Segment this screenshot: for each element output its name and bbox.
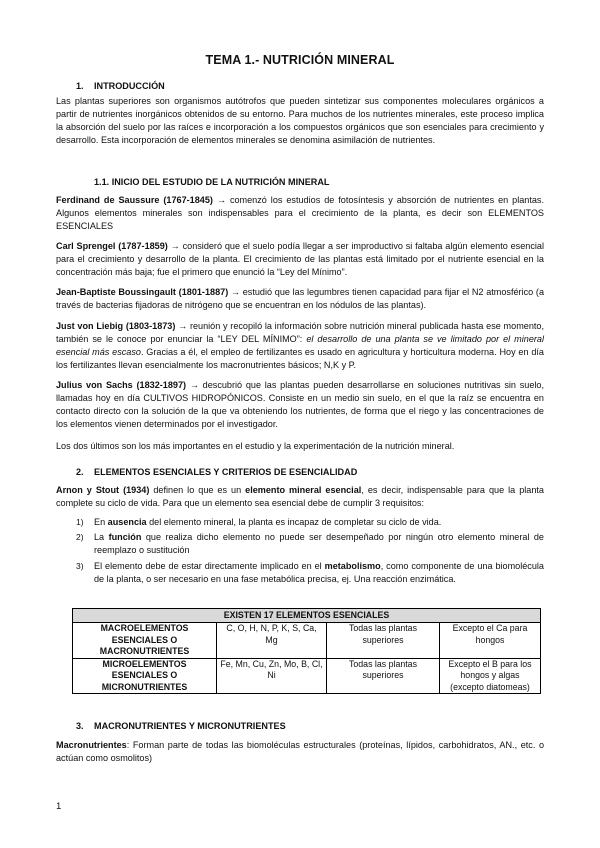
scientist-name: Jean-Baptiste Boussingault [56,287,176,297]
authors-year: (1934) [123,485,150,495]
scientist-years: (1787-1859) [118,241,168,251]
intro-paragraph: Las plantas superiores son organismos autótrofos que pueden sintetizar sus componentes moleculares orgánicos a partir de nutrientes inorgánicos obtenidos de su entorno. Para muchos de los nutrientes minerales, este proceso implica la absorción del suelo por las raíces e incorporación a los compuestos orgánicos que son esenciales para crecimiento y desarrollo. Esta incorporación de elementos minerales se denomina asimilación de nutrientes. [56,96,544,145]
section-number: 1. [76,81,84,91]
paragraph-text: . Gracias a él, el empleo de fertilizantes es usado en agricultura y horticultura moderna. Hoy en día los fertilizantes llevan esencialmente los macronutrientes básicos; N,K y P. [56,347,544,370]
table-header: EXISTEN 17 ELEMENTOS ESENCIALES [73,609,541,623]
subsection-1-1-heading: 1.1. INICIO DEL ESTUDIO DE LA NUTRICIÓN MINERAL [94,177,330,187]
table-row [73,658,541,694]
authors: Arnon y Stout [56,485,120,495]
criterion-marker: 2) [76,532,84,542]
law-quote: el desarrollo de una planta se ve limitado por el mineral esencial más escaso [56,334,544,357]
paragraph-text: , es decir, indispensable para que la planta complete su ciclo de vida. Para que un elemento sea esencial debe de cumplir 3 requisitos: [56,485,544,508]
macronutrients-paragraph [56,739,544,765]
criterion-text: En ausencia del elemento mineral, la planta es incapaz de completar su ciclo de vida. [94,517,442,527]
paragraph-text: : Forman parte de todas las biomoléculas estructurales (proteínas, lípidos, carbohidratos, AN., etc. o actúan como osmolitos) [56,740,544,763]
sprengel-paragraph [56,240,544,279]
saussure-paragraph [56,194,544,233]
criterion-text: El elemento debe de estar directamente implicado en el metabolismo, como componente de una biomolécula de la planta, o ser necesario en una fase metabólica precisa, ej. Una reacción enzimática. [94,561,544,584]
paragraph-text: definen lo que es un [149,485,246,495]
elements-cell: C, O, H, N, P, K, S, Ca, Mg [217,623,327,659]
essentiality-intro [56,484,544,510]
page-number: 1 [56,801,62,812]
section-title: MACRONUTRIENTES Y MICRONUTRIENTES [94,721,286,731]
criterion-marker: 1) [76,517,84,527]
paragraph-text: → comenzó los estudios de fotosíntesis y absorción de nutrientes en plantas. Algunos elementos minerales son indispensables para el crecimiento de la planta, es decir son ELEMENTOS ESENCIALES [56,195,544,231]
section-number: 3. [76,721,84,731]
row-label: MACROELEMENTOS ESENCIALES O MACRONUTRIENTES [73,623,217,659]
paragraph-text: → consideró que el suelo podía llegar a ser improductivo si faltaba algún elemento esencial para el crecimiento y desarrollo de la planta. El crecimiento de las plantas está limitado por el nutriente esencial en la concentración más baja; fue el primero que enunció la “Ley del Mínimo”. [56,241,544,277]
scientist-years: (1801-1887) [178,287,229,297]
essential-elements-table [72,608,541,694]
section-3-heading [76,720,286,733]
paragraph-text: → descubrió que las plantas pueden desarrollarse en soluciones nutritivas sin suelo, llamadas hoy en día CULTIVOS HIDROPÓNICOS. Consiste en un medio sin suelo, en el que la raíz se encuentra en contacto directo con la solución de la que va obteniendo los nutrientes, de forma que el riego y las concentraciones de los elementos vienen determinados por el investigador. [56,380,544,429]
paragraph-text: → estudió que las legumbres tienen capacidad para fijar el N2 atmosférico (a través de bacterias fijadoras de nitrógeno que se encuentran en los nódulos de las plantas). [56,287,544,310]
section-1-heading [76,80,165,93]
section-number: 2. [76,467,84,477]
exception-cell: Excepto el Ca para hongos [440,623,541,659]
scientist-years: (1803-1873) [125,321,176,331]
section-title: ELEMENTOS ESENCIALES Y CRITERIOS DE ESENCIALIDAD [94,467,358,477]
table-row [73,623,541,659]
key-term: elemento mineral esencial [245,485,362,495]
criterion-marker: 3) [76,561,84,571]
scientist-years: (1832-1897) [136,380,187,390]
boussingault-paragraph [56,286,544,312]
section-2-heading [76,466,357,479]
paragraph-text: → reunión y recopiló la información sobre nutrición mineral publicada hasta ese momento, también se le conoce por enunciar la “LEY DEL MÍNIMO”: [56,321,544,344]
criterion-text: La función que realiza dicho elemento no puede ser desempeñado por ningún otro elemento mineral de reemplazo o sustitución [94,532,544,555]
key-term: Macronutrientes [56,740,127,750]
sachs-paragraph [56,379,544,431]
scientist-name: Julius von Sachs [56,380,133,390]
scientist-years: (1767-1845) [163,195,213,205]
scientist-name: Carl Sprengel [56,241,116,251]
page-title: TEMA 1.- NUTRICIÓN MINERAL [205,53,395,67]
row-label: MICROELEMENTOS ESENCIALES O MICRONUTRIENTES [73,658,217,694]
scientist-name: Just von Liebig [56,321,124,331]
scope-cell: Todas las plantas superiores [327,623,440,659]
closing-paragraph: Los dos últimos son los más importantes en el estudio y la experimentación de la nutrición mineral. [56,441,455,451]
liebig-paragraph [56,320,544,372]
section-title: INTRODUCCIÓN [94,81,165,91]
scope-cell: Todas las plantas superiores [327,658,440,694]
elements-cell: Fe, Mn, Cu, Zn, Mo, B, Cl, Ni [217,658,327,694]
scientist-name: Ferdinand de Saussure [56,195,160,205]
exception-cell: Excepto el B para los hongos y algas (excepto diatomeas) [440,658,541,694]
